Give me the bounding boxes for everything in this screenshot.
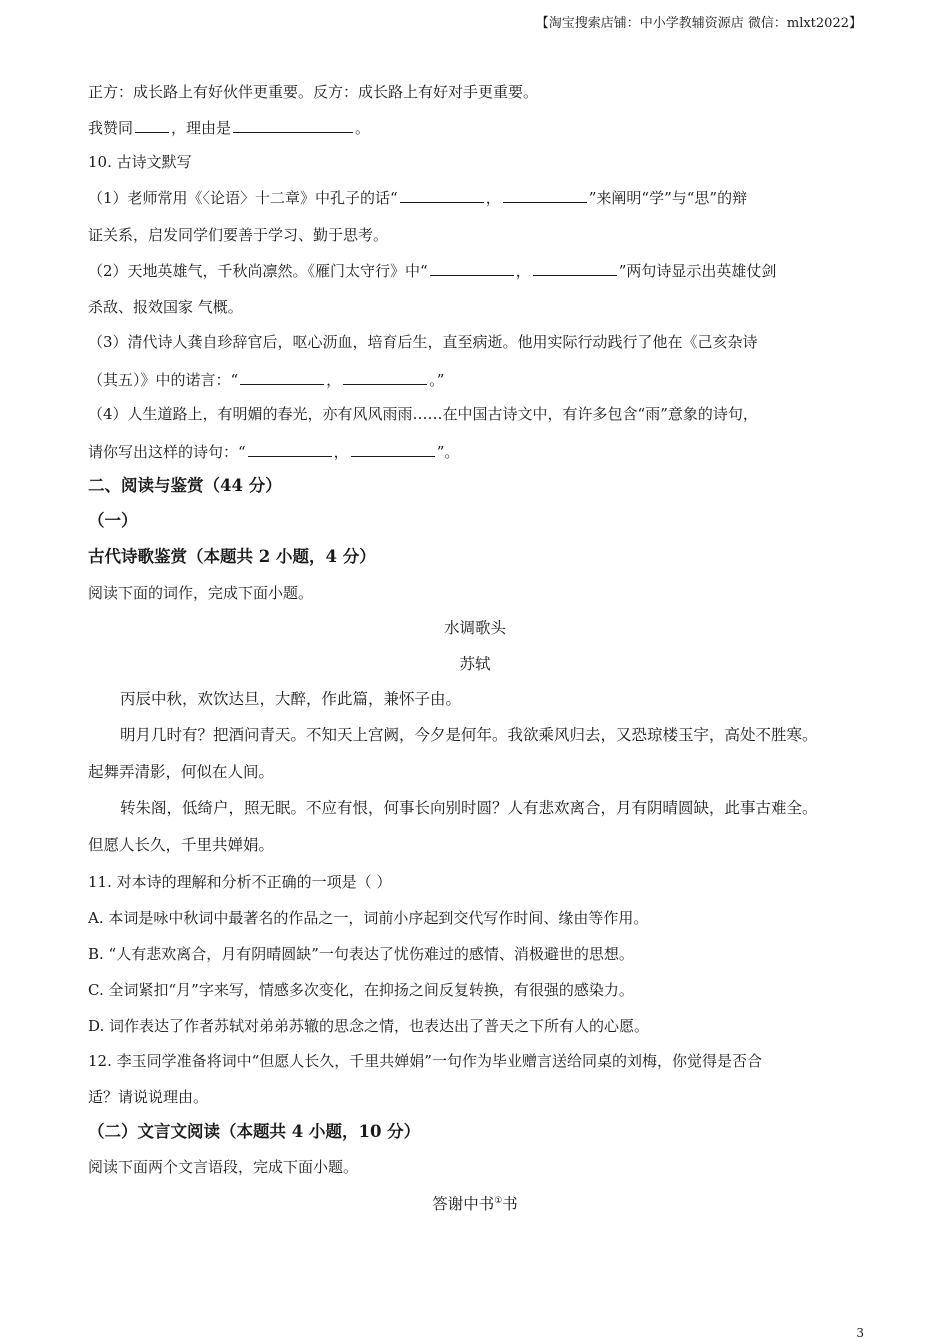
poem-line: 但愿人长久，千里共婵娟。: [88, 836, 275, 854]
question-12-line2: 适？请说说理由。: [88, 1088, 209, 1106]
question-10-2-line1: （2）天地英雄气，千秋尚凛然。《雁门太守行》中“ ， ”两句诗显示出英雄仗剑: [88, 262, 777, 280]
option-c: C. 全词紧扣“月”字来写，情感多次变化，在抑扬之间反复转换，有很强的感染力。: [88, 981, 634, 999]
wenyan-section-title: （二）文言文阅读（本题共 4 小题，10 分）: [88, 1122, 421, 1141]
poem-author: 苏轼: [459, 655, 491, 673]
answer-blank[interactable]: [233, 117, 353, 133]
answer-blank[interactable]: [430, 260, 514, 276]
poem-title: 水调歌头: [443, 619, 506, 637]
question-10-1-line2: 证关系，启发同学们要善于学习、勤于思考。: [88, 226, 389, 244]
reason-prefix: ，理由是: [171, 119, 232, 137]
wenyan-instruction: 阅读下面两个文言语段，完成下面小题。: [88, 1158, 359, 1176]
answer-blank[interactable]: [248, 441, 332, 457]
answer-blank[interactable]: [533, 260, 617, 276]
question-10-4-line2: 请你写出这样的诗句：“ ， ”。: [88, 443, 460, 461]
option-b: B. “人有悲欢离合，月有阴晴圆缺”一句表达了忧伤难过的感情、消极避世的思想。: [88, 945, 634, 963]
answer-blank[interactable]: [240, 369, 324, 385]
answer-blank[interactable]: [503, 187, 587, 203]
debate-positions: 正方：成长路上有好伙伴更重要。反方：成长路上有好对手更重要。: [88, 83, 539, 101]
question-10-title: 10. 古诗文默写: [88, 153, 192, 171]
page-header: 【淘宝搜索店铺：中小学教辅资源店 微信：mlxt2022】: [535, 16, 862, 31]
section-heading: 二、阅读与鉴赏（44 分）: [88, 476, 282, 495]
poem-line: 转朱阁，低绮户，照无眠。不应有恨，何事长向别时圆？人有悲欢离合，月有阴晴圆缺，此事古难全。: [120, 799, 818, 817]
poem-line: 起舞弄清影，何似在人间。: [88, 763, 275, 781]
question-10-1-line1: （1）老师常用《〈论语〉十二章》中孔子的话“ ， ”来阐明“学”与“思”的辩: [88, 189, 748, 207]
question-10-4-line1: （4）人生道路上，有明媚的春光，亦有风风雨雨……在中国古诗文中，有许多包含“雨”意象的诗句，: [88, 405, 758, 423]
page-number: 3: [856, 1326, 864, 1340]
question-11-stem: 11. 对本诗的理解和分析不正确的一项是（ ）: [88, 873, 392, 891]
agree-prefix: 我赞同: [88, 119, 134, 137]
option-a: A. 本词是咏中秋词中最著名的作品之一，词前小序起到交代写作时间、缘由等作用。: [88, 909, 649, 927]
question-10-3-line2: （其五）》中的诺言：“ ， 。”: [88, 371, 445, 389]
question-10-2-line2: 杀敌、报效国家 气概。: [88, 298, 243, 316]
poem-line: 明月几时有？把酒问青天。不知天上宫阙，今夕是何年。我欲乘风归去，又恐琼楼玉宇，高处不胜寒。: [120, 726, 818, 744]
part-heading: （一）: [88, 511, 138, 530]
question-10-3-line1: （3）清代诗人龚自珍辞官后，呕心沥血，培育后生，直至病逝。他用实际行动践行了他在《己亥杂诗: [88, 333, 758, 351]
answer-blank[interactable]: [135, 117, 169, 133]
agree-line: 我赞同 ，理由是 。: [88, 119, 371, 137]
answer-blank[interactable]: [343, 369, 427, 385]
answer-blank[interactable]: [400, 187, 484, 203]
footnote-mark: ①: [494, 1196, 503, 1206]
poetry-instruction: 阅读下面的词作，完成下面小题。: [88, 584, 314, 602]
poetry-section-title: 古代诗歌鉴赏（本题共 2 小题，4 分）: [88, 547, 376, 566]
poem-preface: 丙辰中秋，欢饮达旦，大醉，作此篇，兼怀子由。: [120, 690, 462, 708]
wenyan-text-title: 答谢中书①书: [432, 1195, 518, 1214]
answer-blank[interactable]: [351, 441, 435, 457]
question-12-line1: 12. 李玉同学准备将词中“但愿人长久，千里共婵娟”一句作为毕业赠言送给同桌的刘梅，你觉得是否合: [88, 1052, 762, 1070]
option-d: D. 词作表达了作者苏轼对弟弟苏辙的思念之情，也表达出了普天之下所有人的心愿。: [88, 1017, 650, 1035]
